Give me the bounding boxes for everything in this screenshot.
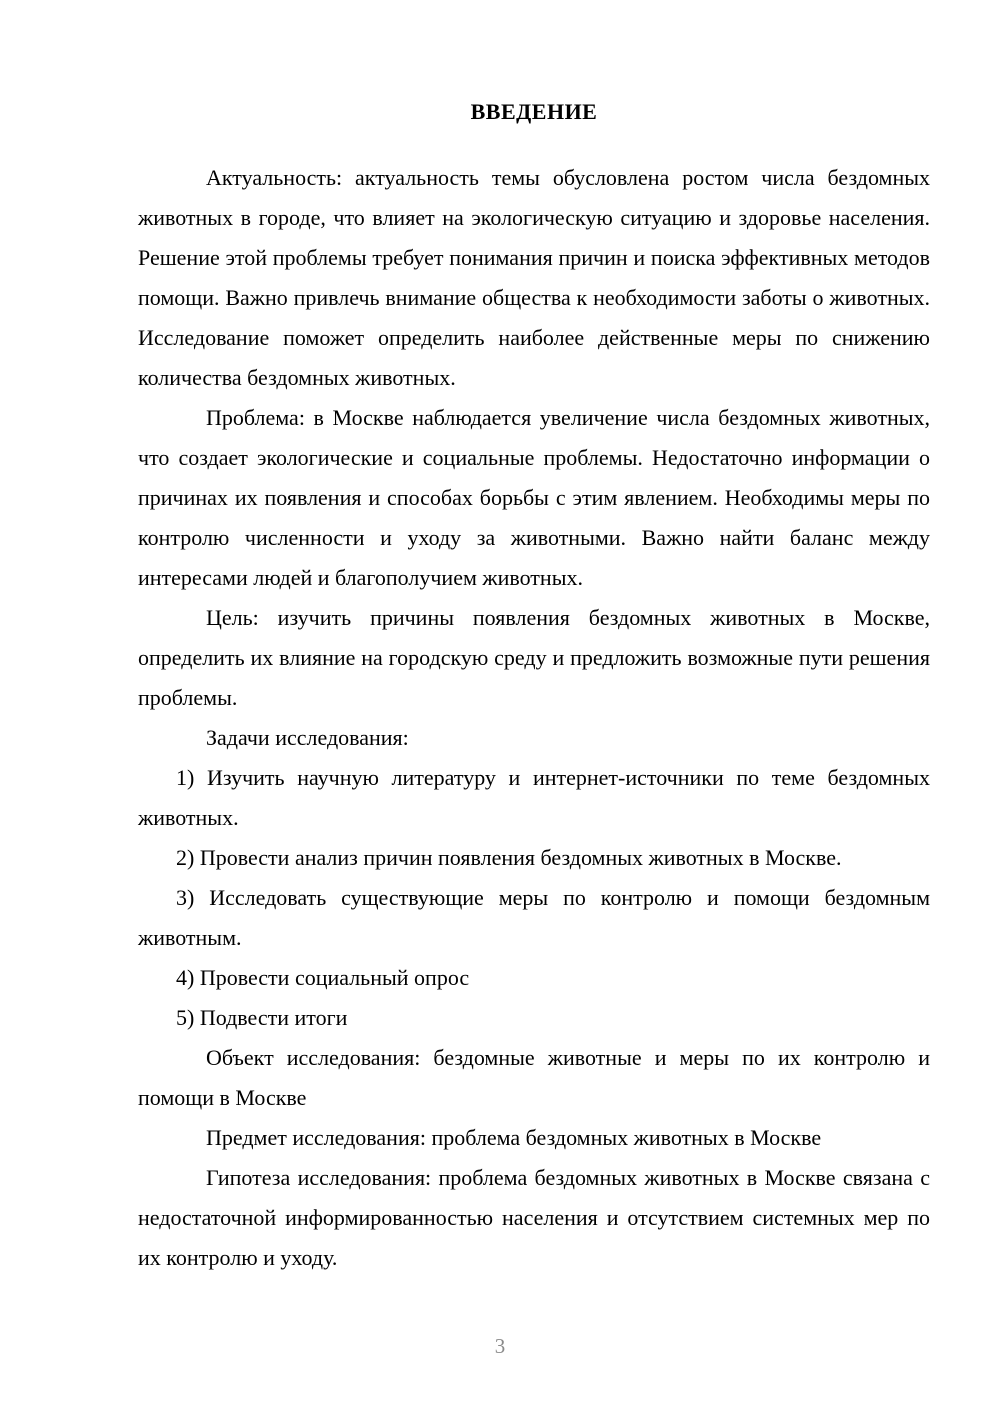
page-title: ВВЕДЕНИЕ (470, 99, 598, 124)
page-number: 3 (494, 1334, 506, 1358)
list-item: 1) Изучить научную литературу и интернет-источники по теме бездомных животных. (138, 765, 930, 830)
list-item: 3) Исследовать существующие меры по контролю и помощи бездомным животным. (138, 885, 930, 950)
tasks-heading: Задачи исследования: (206, 725, 409, 750)
paragraph-subject: Предмет исследования: проблема бездомных животных в Москве (206, 1125, 822, 1150)
document-body (138, 92, 930, 1278)
list-item: 2) Провести анализ причин появления бездомных животных в Москве. (176, 845, 842, 870)
paragraph-goal: Цель: изучить причины появления бездомных животных в Москве, определить их влияние на городскую среду и предложить возможные пути решения проблемы. (138, 605, 930, 710)
paragraph-problem: Проблема: в Москве наблюдается увеличение числа бездомных животных, что создает экологические и социальные проблемы. Недостаточно информации о причинах их появления и способах борьбы с этим явлением. Необходимы меры по контролю численности и уходу за животными. Важно найти баланс между интересами людей и благополучием животных. (138, 405, 930, 590)
paragraph-object: Объект исследования: бездомные животные и меры по их контролю и помощи в Москве (138, 1045, 930, 1110)
paragraph-relevance: Актуальность: актуальность темы обусловлена ростом числа бездомных животных в городе, что влияет на экологическую ситуацию и здоровье населения. Решение этой проблемы требует понимания причин и поиска эффективных методов помощи. Важно привлечь внимание общества к необходимости заботы о животных. Исследование поможет определить наиболее действенные меры по снижению количества бездомных животных. (138, 165, 930, 390)
paragraph-hypothesis: Гипотеза исследования: проблема бездомных животных в Москве связана с недостаточной информированностью населения и отсутствием системных мер по их контролю и уходу. (138, 1165, 930, 1270)
list-item: 5) Подвести итоги (176, 1005, 348, 1030)
list-item: 4) Провести социальный опрос (176, 965, 470, 990)
